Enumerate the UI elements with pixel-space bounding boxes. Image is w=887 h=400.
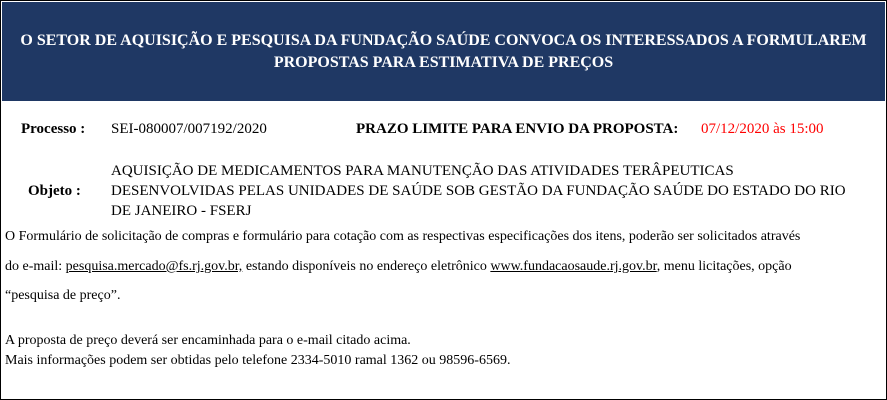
deadline-value: 07/12/2020 às 15:00 [701,121,824,137]
website-link[interactable]: www.fundacaosaude.rj.gov.br [490,259,657,274]
objeto-line-3: DE JANEIRO - FSERJ [111,203,252,219]
instructions-line-3: “pesquisa de preço”. [5,288,121,303]
header-title-line-1: O SETOR DE AQUISIÇÃO E PESQUISA DA FUNDAÇÃO SAÚDE CONVOCA OS INTERESSADOS A FORMULAREM [20,31,867,49]
menu-text: , menu licitações, opção [656,259,792,274]
header-title-line-2: PROPOSTAS PARA ESTIMATIVA DE PREÇOS [273,53,614,71]
objeto-label: Objeto : [28,183,81,199]
email-link[interactable]: pesquisa.mercado@fs.rj.gov.br, [65,259,243,274]
proposal-instruction: A proposta de preço deverá ser encaminhada para o e-mail citado acima. [5,333,411,348]
email-prefix: do e-mail: [5,259,66,274]
instructions-line-1: O Formulário de solicitação de compras e formulário para cotação com as respectivas especificações dos itens, poderão ser solicitados através [5,229,801,244]
objeto-description [111,161,881,221]
notice-header [2,2,885,101]
contact-info: Mais informações podem ser obtidas pelo telefone 2334-5010 ramal 1362 ou 98596-6569. [5,353,511,368]
deadline-label: PRAZO LIMITE PARA ENVIO DA PROPOSTA: [356,121,679,137]
processo-label: Processo : [21,121,86,137]
address-text: estando disponíveis no endereço eletrônico [242,259,491,274]
objeto-line-1: AQUISIÇÃO DE MEDICAMENTOS PARA MANUTENÇÃO DAS ATIVIDADES TERÂPEUTICAS [111,163,734,179]
objeto-line-2: DESENVOLVIDAS PELAS UNIDADES DE SAÚDE SOB GESTÃO DA FUNDAÇÃO SAÚDE DO ESTADO DO RIO [111,183,846,199]
processo-number: SEI-080007/007192/2020 [111,121,267,137]
instructions-line-2 [5,259,792,275]
